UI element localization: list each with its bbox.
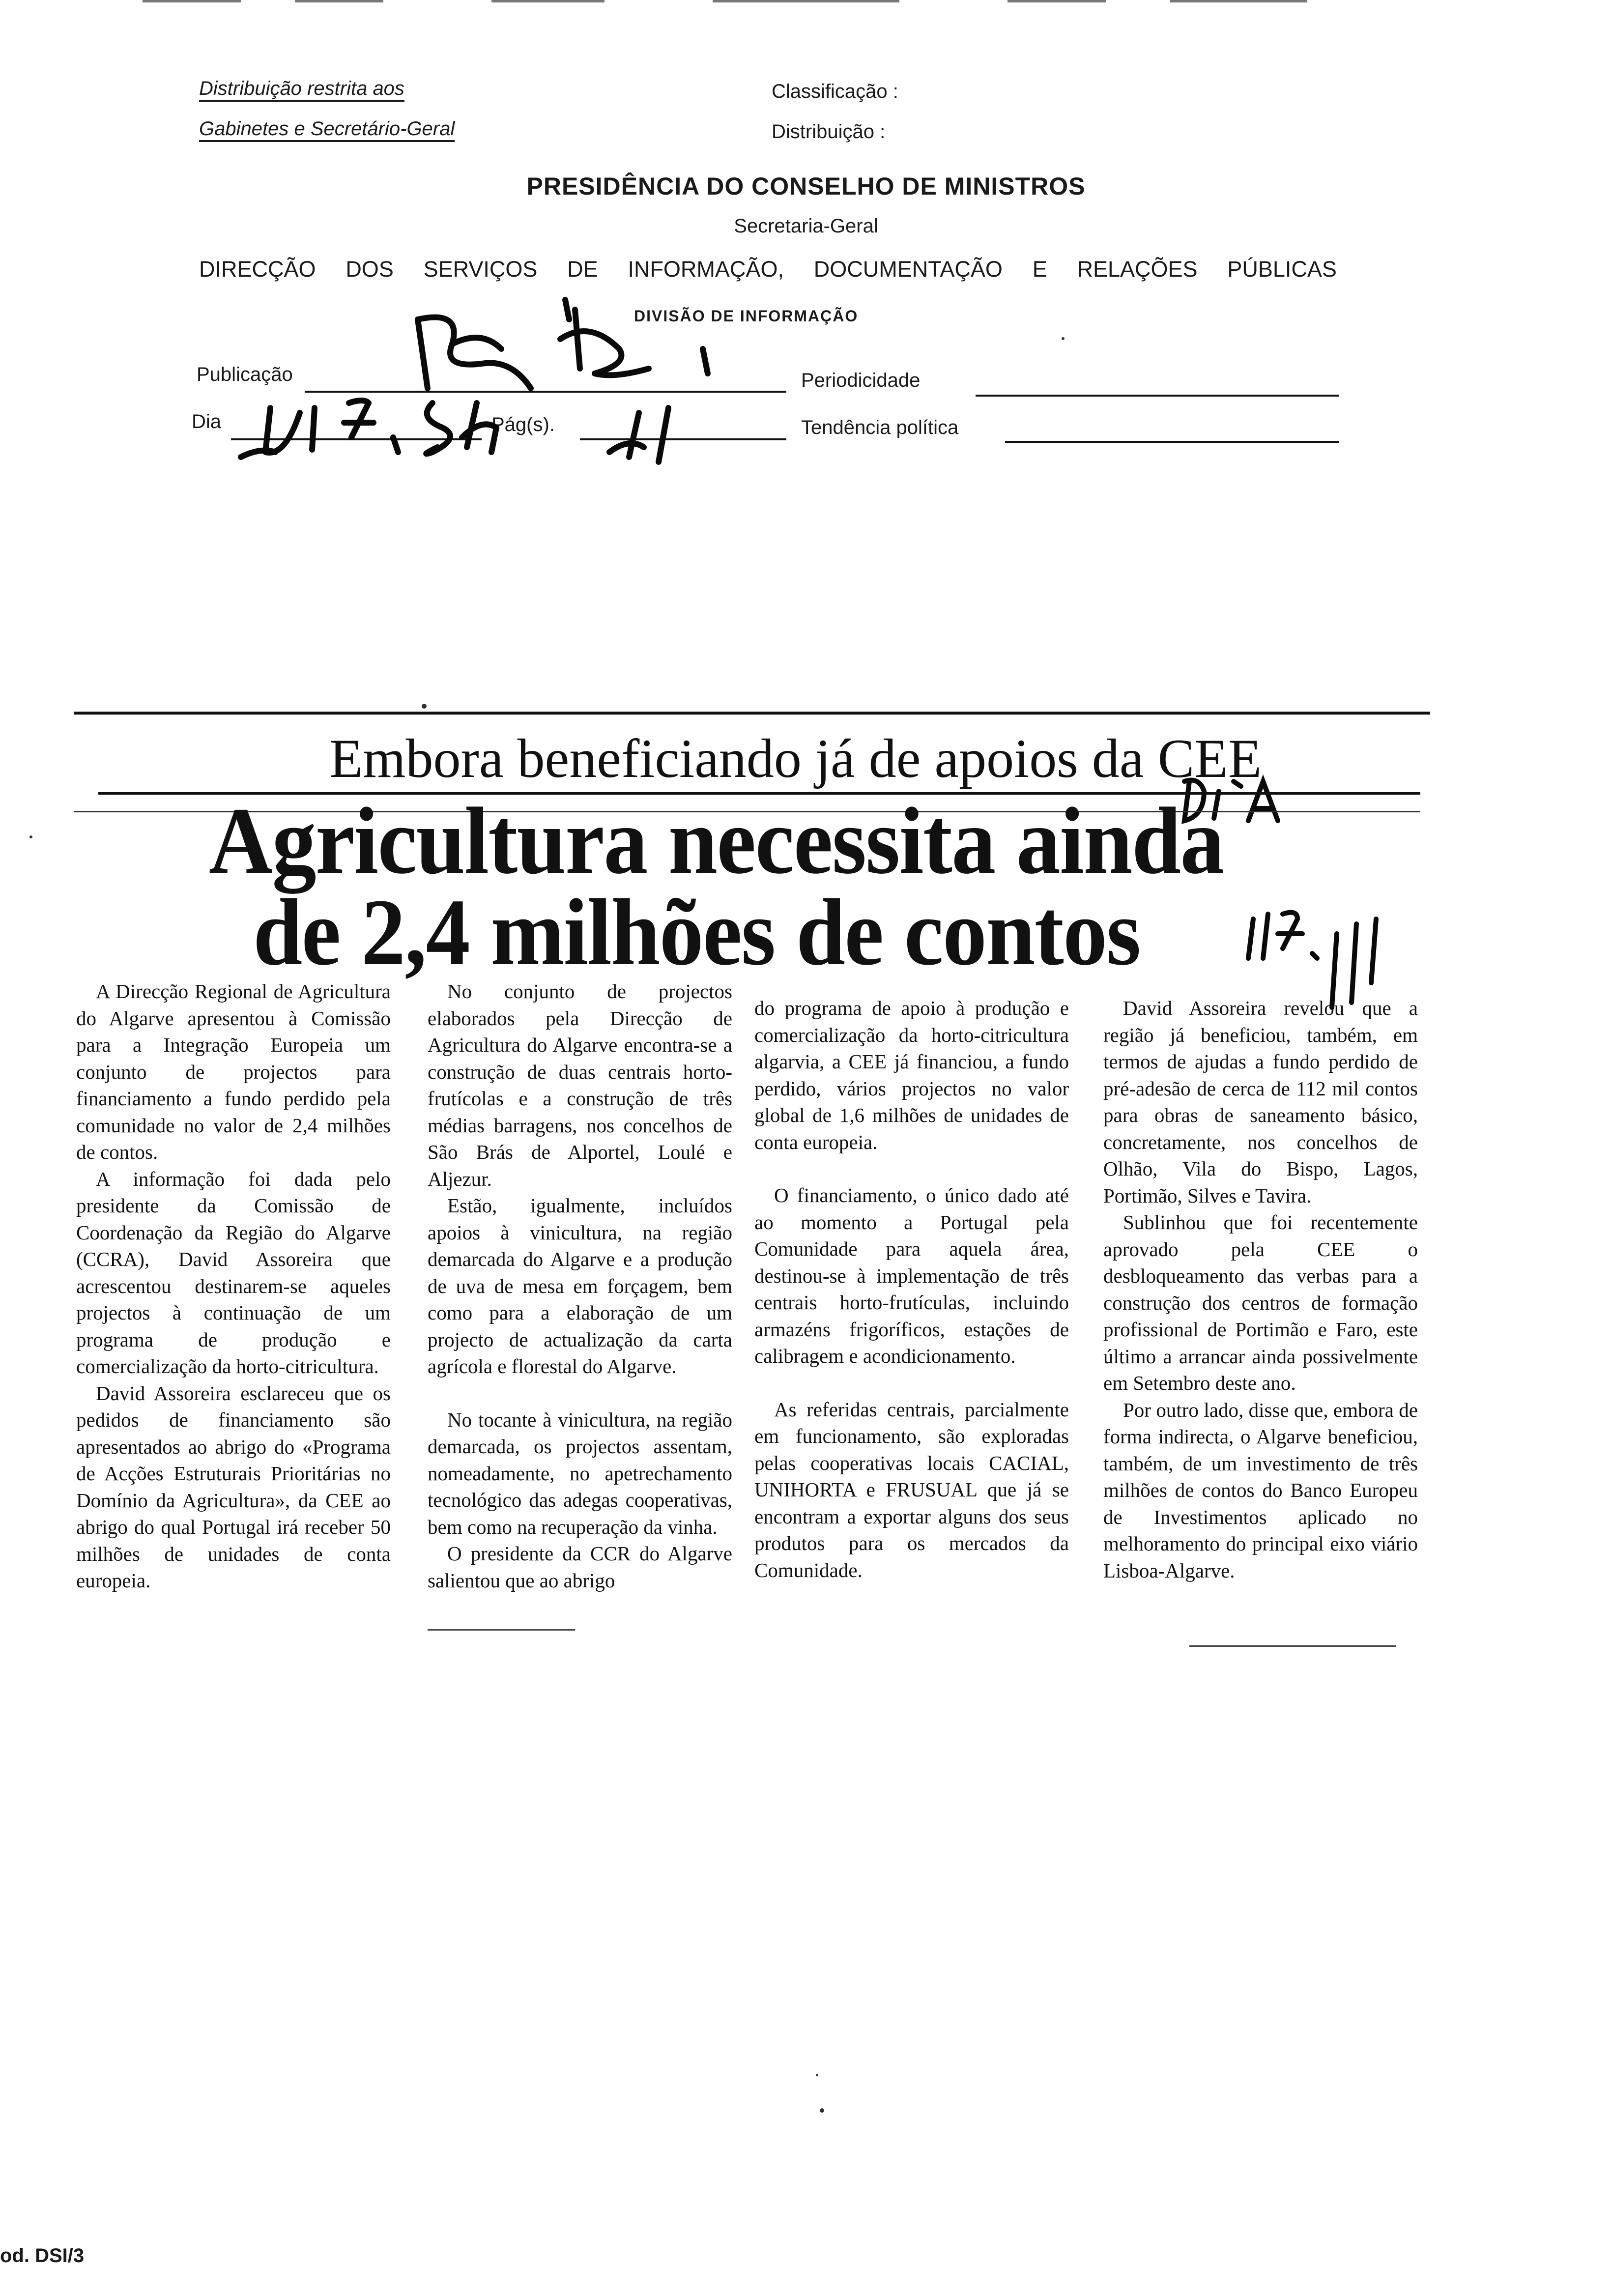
- article-paragraph: Estão, igualmente, incluídos apoios à vinicultura, na região demarcada do Algarve e a produção de uva de mesa em forçagem, bem como para a elaboração de um projecto de actualização da carta agrícola e florestal do Algarve.: [428, 1194, 732, 1378]
- directorate-word: DIRECÇÃO: [199, 257, 316, 282]
- article-paragraph: Sublinhou que foi recentemente aprovado pela CEE o desbloqueamento das verbas para a construção dos centros de formação profissional de Portimão e Faro, este último a arrancar ainda possivelmente em Setembro deste ano.: [1103, 1211, 1418, 1394]
- article-paragraph: O financiamento, o único dado até ao momento a Portugal pela Comunidade para aquela área, destinou-se à implementação de três centrais horto-frutículas, incluindo armazéns frigoríficos, estações de calibragem e acondicionamento.: [754, 1184, 1069, 1367]
- directorate-word: RELAÇÕES: [1077, 257, 1198, 282]
- article-paragraph: Por outro lado, disse que, embora de forma indirecta, o Algarve beneficiou, também, de um investimento de três milhões de contos do Banco Europeu de Investimentos aplicado no melhoramento do principal eixo viário Lisboa-Algarve.: [1103, 1398, 1418, 1582]
- article-headline-line1: Agricultura necessita ainda: [209, 788, 1224, 893]
- classification-label: Classificação :: [772, 81, 898, 102]
- article-paragraph: David Assoreira esclareceu que os pedidos de financiamento são apresentados ao abrigo do «Programa de Acções Estruturais Prioritárias no Domínio da Agricultura», da CEE ao abrigo do qual Portugal irá receber 50 milhões de unidades de conta europeia.: [76, 1381, 391, 1592]
- directorate-word: E: [1032, 257, 1047, 282]
- article-paragraph: No conjunto de projectos elaborados pela Direcção de Agricultura do Algarve encontra-se a construção de duas centrais horto-frutícolas e a construção de três médias barragens, nos concelhos de São Brás de Alportel, Loulé e Aljezur.: [428, 980, 732, 1190]
- form-code: od. DSI/3: [0, 2245, 85, 2267]
- handwritten-date-mark: [1238, 885, 1401, 1012]
- edge-dash: [713, 0, 899, 2]
- day-label: Dia: [192, 411, 222, 432]
- pages-label: Pág(s).: [491, 414, 555, 435]
- scan-speck: [816, 2074, 818, 2076]
- article-column-1: [76, 978, 391, 1594]
- political-tendency-field-line: [1005, 441, 1339, 443]
- directorate-word: SERVIÇOS: [423, 257, 538, 282]
- directorate-word: INFORMAÇÃO,: [628, 257, 784, 282]
- edge-dash: [1170, 0, 1307, 2]
- article-paragraph: O presidente da CCR do Algarve salientou que ao abrigo: [428, 1542, 732, 1592]
- scan-top-edge: [0, 0, 1612, 3]
- directorate-word: DOCUMENTAÇÃO: [813, 257, 1003, 282]
- scan-speck: [29, 835, 32, 838]
- column-end-rule: [1189, 1645, 1396, 1647]
- article-paragraph: David Assoreira revelou que a região já beneficiou, também, em termos de ajudas a fundo perdido de pré-adesão de cerca de 112 mil contos para obras de saneamento básico, concretamente, nos concelhos de Olhão, Vila do Bispo, Lagos, Portimão, Silves e Tavira.: [1103, 997, 1418, 1207]
- article-column-2: [428, 978, 732, 1594]
- article-paragraph: do programa de apoio à produção e comercialização da horto-citricultura algarvia, a CEE já financiou, a fundo perdido, vários projectos no valor global de 1,6 milhões de unidades de conta europeia.: [754, 997, 1069, 1153]
- article-paragraph: As referidas centrais, parcialmente em funcionamento, são exploradas pelas cooperativas locais CACIAL, UNIHORTA e FRUSUAL que já se encontram a exportar alguns dos seus produtos para os mercados da Comunidade.: [754, 1398, 1069, 1581]
- directorate-title: [199, 257, 1337, 282]
- secretariat-title: Secretaria-Geral: [734, 215, 878, 237]
- distribution-restricted-line1: Distribuição restrita aos: [199, 78, 404, 99]
- article-kicker: Embora beneficiando já de apoios da CEE: [329, 728, 1262, 789]
- periodicity-field-line: [976, 395, 1339, 397]
- scan-speck: [1062, 337, 1065, 340]
- article-top-rule: [74, 712, 1430, 715]
- article-column-3: [754, 995, 1069, 1583]
- edge-dash: [491, 0, 604, 2]
- distribution-label: Distribuição :: [772, 121, 886, 143]
- column-end-rule: [428, 1629, 575, 1631]
- scan-speck: [820, 2108, 824, 2113]
- edge-dash: [295, 0, 383, 2]
- edge-dash: [1008, 0, 1106, 2]
- directorate-word: DE: [567, 257, 598, 282]
- directorate-word: DOS: [345, 257, 394, 282]
- article-column-4: [1103, 995, 1418, 1584]
- handwritten-annotation: [187, 290, 777, 487]
- directorate-word: PÚBLICAS: [1227, 257, 1337, 282]
- ministry-title: PRESIDÊNCIA DO CONSELHO DE MINISTROS: [526, 172, 1086, 200]
- political-tendency-label: Tendência política: [801, 417, 959, 438]
- division-title: DIVISÃO DE INFORMAÇÃO: [634, 307, 859, 325]
- distribution-restricted-line2: Gabinetes e Secretário-Geral: [199, 118, 455, 140]
- article-paragraph: No tocante à vinicultura, na região demarcada, os projectos assentam, nomeadamente, no apetrechamento tecnológico das adegas cooperativas, bem como na recuperação da vinha.: [428, 1408, 732, 1538]
- scan-speck: [422, 704, 427, 709]
- periodicity-label: Periodicidade: [801, 370, 921, 391]
- article-paragraph: A informação foi dada pelo presidente da Comissão de Coordenação da Região do Algarve (CCRA), David Assoreira que acrescentou destinarem-se aqueles projectos à continuação de um programa de produção e comercialização da horto-citricultura.: [76, 1167, 391, 1378]
- edge-dash: [143, 0, 241, 2]
- publication-label: Publicação: [197, 364, 293, 385]
- article-paragraph: A Direcção Regional de Agricultura do Algarve apresentou à Comissão para a Integração Europeia um conjunto de projectos para financiamento a fundo perdido pela comunidade no valor de 2,4 milhões de contos.: [76, 980, 391, 1163]
- article-headline-line2: de 2,4 milhões de contos: [253, 879, 1140, 985]
